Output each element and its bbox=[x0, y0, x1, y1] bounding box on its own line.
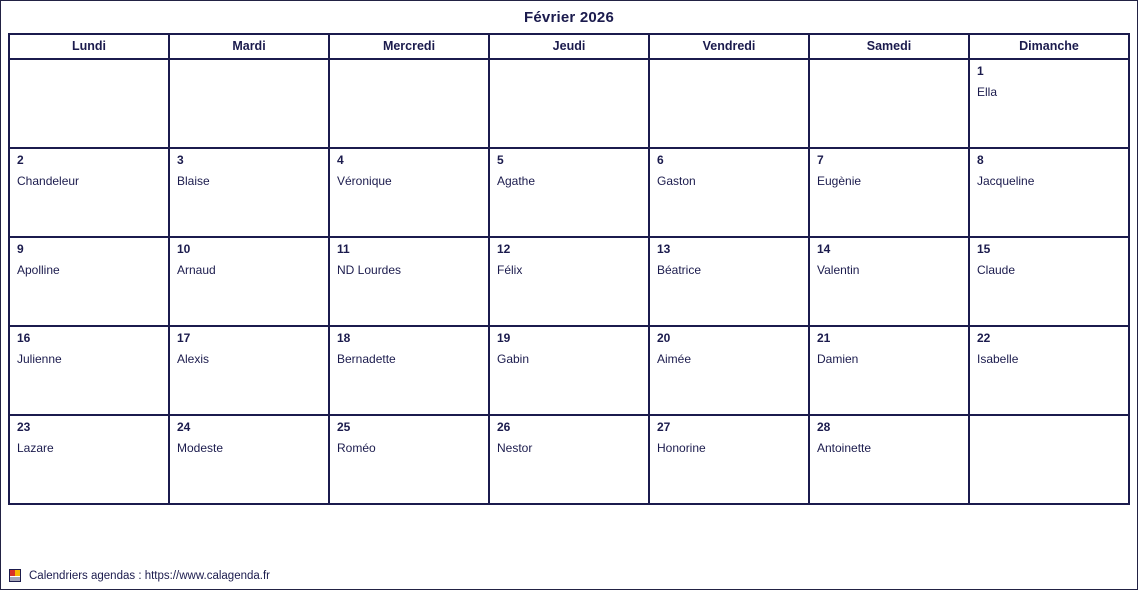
day-number: 12 bbox=[497, 242, 511, 256]
day-number: 25 bbox=[337, 420, 351, 434]
day-cell[interactable] bbox=[649, 237, 809, 326]
day-saint: Eugènie bbox=[817, 174, 862, 188]
weekday-header-wednesday: Mercredi bbox=[329, 34, 489, 59]
day-number: 21 bbox=[817, 331, 831, 345]
day-cell[interactable] bbox=[9, 326, 169, 415]
day-cell[interactable] bbox=[809, 59, 969, 148]
calendar-table bbox=[8, 33, 1130, 505]
day-cell[interactable] bbox=[649, 59, 809, 148]
day-cell[interactable] bbox=[9, 148, 169, 237]
day-number: 10 bbox=[177, 242, 191, 256]
day-saint: ND Lourdes bbox=[337, 263, 402, 277]
day-cell[interactable] bbox=[9, 59, 169, 148]
day-cell[interactable] bbox=[969, 148, 1129, 237]
footer-credit-text: Calendriers agendas : https://www.calagenda.fr bbox=[29, 570, 270, 582]
day-number: 3 bbox=[177, 153, 184, 167]
day-saint: Félix bbox=[497, 263, 523, 277]
day-number: 7 bbox=[817, 153, 824, 167]
weekday-header-sunday: Dimanche bbox=[969, 34, 1129, 59]
day-saint: Gabin bbox=[497, 352, 530, 366]
day-saint: Chandeleur bbox=[17, 174, 80, 188]
calendar-body bbox=[9, 59, 1129, 504]
day-cell[interactable] bbox=[969, 415, 1129, 504]
day-cell[interactable] bbox=[809, 326, 969, 415]
day-cell[interactable] bbox=[489, 326, 649, 415]
day-number: 22 bbox=[977, 331, 991, 345]
day-cell[interactable] bbox=[169, 326, 329, 415]
calendar-week-row bbox=[9, 148, 1129, 237]
day-number: 19 bbox=[497, 331, 511, 345]
day-saint: Lazare bbox=[17, 441, 54, 455]
day-number: 8 bbox=[977, 153, 984, 167]
day-number: 16 bbox=[17, 331, 31, 345]
day-saint: Arnaud bbox=[177, 263, 216, 277]
day-number: 27 bbox=[657, 420, 671, 434]
day-cell[interactable] bbox=[329, 148, 489, 237]
day-number: 13 bbox=[657, 242, 671, 256]
day-cell[interactable] bbox=[169, 415, 329, 504]
calendar-week-row bbox=[9, 415, 1129, 504]
calendar-week-row bbox=[9, 59, 1129, 148]
day-saint: Julienne bbox=[17, 352, 62, 366]
day-saint: Ella bbox=[977, 85, 998, 99]
day-saint: Blaise bbox=[177, 174, 210, 188]
day-saint: Béatrice bbox=[657, 263, 702, 277]
day-number: 14 bbox=[817, 242, 831, 256]
day-cell[interactable] bbox=[489, 59, 649, 148]
day-number: 1 bbox=[977, 64, 984, 78]
day-number: 11 bbox=[337, 242, 350, 256]
weekday-header-friday: Vendredi bbox=[649, 34, 809, 59]
day-cell[interactable] bbox=[489, 148, 649, 237]
day-cell[interactable] bbox=[329, 326, 489, 415]
day-number: 2 bbox=[17, 153, 24, 167]
day-saint: Damien bbox=[817, 352, 859, 366]
day-saint: Véronique bbox=[337, 174, 392, 188]
day-saint: Valentin bbox=[817, 263, 860, 277]
day-saint: Bernadette bbox=[337, 352, 396, 366]
calendar-week-row bbox=[9, 326, 1129, 415]
day-cell[interactable] bbox=[809, 148, 969, 237]
day-saint: Isabelle bbox=[977, 352, 1019, 366]
day-saint: Jacqueline bbox=[977, 174, 1035, 188]
day-number: 6 bbox=[657, 153, 664, 167]
day-number: 15 bbox=[977, 242, 991, 256]
day-cell[interactable] bbox=[329, 415, 489, 504]
day-cell[interactable] bbox=[9, 415, 169, 504]
day-saint: Modeste bbox=[177, 441, 224, 455]
day-saint: Aimée bbox=[657, 352, 692, 366]
calendar-header-row bbox=[9, 34, 1129, 59]
day-saint: Alexis bbox=[177, 352, 210, 366]
day-cell[interactable] bbox=[969, 237, 1129, 326]
day-cell[interactable] bbox=[169, 237, 329, 326]
weekday-header-saturday: Samedi bbox=[809, 34, 969, 59]
day-saint: Apolline bbox=[17, 263, 60, 277]
footer bbox=[9, 569, 270, 583]
day-cell[interactable] bbox=[329, 59, 489, 148]
day-saint: Antoinette bbox=[817, 441, 872, 455]
day-cell[interactable] bbox=[489, 415, 649, 504]
day-cell[interactable] bbox=[809, 237, 969, 326]
day-cell[interactable] bbox=[649, 326, 809, 415]
day-number: 18 bbox=[337, 331, 351, 345]
day-saint: Honorine bbox=[657, 441, 706, 455]
day-number: 5 bbox=[497, 153, 504, 167]
day-saint: Agathe bbox=[497, 174, 536, 188]
day-cell[interactable] bbox=[489, 237, 649, 326]
day-number: 24 bbox=[177, 420, 191, 434]
day-cell[interactable] bbox=[969, 59, 1129, 148]
day-saint: Nestor bbox=[497, 441, 533, 455]
day-cell[interactable] bbox=[169, 148, 329, 237]
day-number: 28 bbox=[817, 420, 831, 434]
weekday-header-tuesday: Mardi bbox=[169, 34, 329, 59]
day-cell[interactable] bbox=[969, 326, 1129, 415]
day-cell[interactable] bbox=[9, 237, 169, 326]
day-cell[interactable] bbox=[649, 415, 809, 504]
day-number: 23 bbox=[17, 420, 31, 434]
page-title: Février 2026 bbox=[524, 9, 614, 26]
day-number: 4 bbox=[337, 153, 344, 167]
day-cell[interactable] bbox=[649, 148, 809, 237]
day-cell[interactable] bbox=[329, 237, 489, 326]
day-number: 26 bbox=[497, 420, 511, 434]
weekday-header-monday: Lundi bbox=[9, 34, 169, 59]
day-number: 20 bbox=[657, 331, 671, 345]
day-saint: Claude bbox=[977, 263, 1016, 277]
day-saint: Roméo bbox=[337, 441, 376, 455]
day-saint: Gaston bbox=[657, 174, 696, 188]
weekday-header-thursday: Jeudi bbox=[489, 34, 649, 59]
day-number: 9 bbox=[17, 242, 24, 256]
day-cell[interactable] bbox=[169, 59, 329, 148]
day-cell[interactable] bbox=[809, 415, 969, 504]
calendar-week-row bbox=[9, 237, 1129, 326]
flag-icon bbox=[9, 569, 22, 583]
day-number: 17 bbox=[177, 331, 191, 345]
